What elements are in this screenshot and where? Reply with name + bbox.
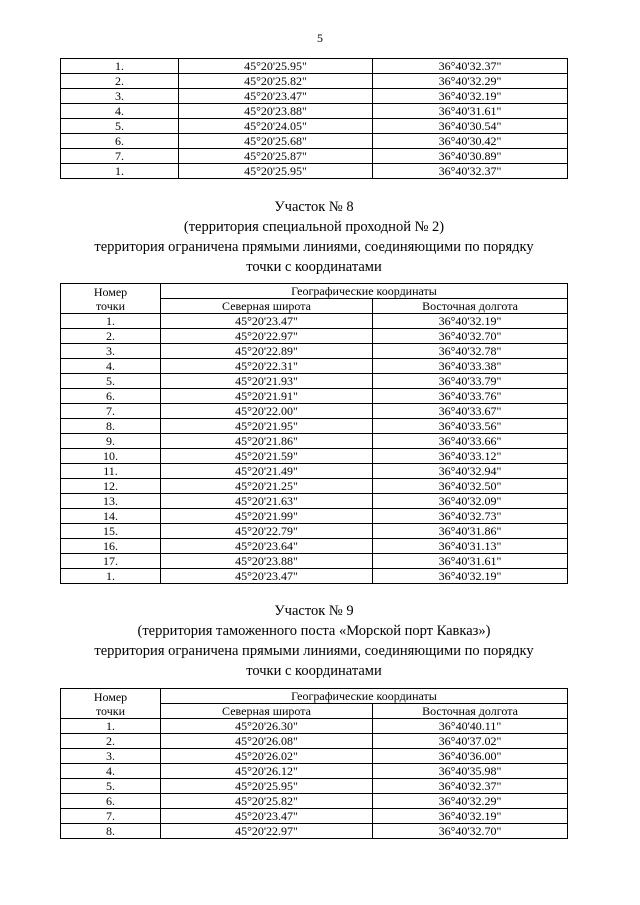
- cell-longitude: 36°40'33.38": [373, 359, 568, 374]
- cell-latitude: 45°20'23.88": [179, 104, 373, 119]
- cell-latitude: 45°20'21.93": [161, 374, 373, 389]
- cell-longitude: 36°40'32.19": [373, 569, 568, 584]
- cell-latitude: 45°20'25.87": [179, 149, 373, 164]
- table-row: [61, 809, 568, 824]
- cell-longitude: 36°40'40.11": [373, 719, 568, 734]
- cell-longitude: 36°40'31.61": [373, 554, 568, 569]
- cell-longitude: 36°40'31.13": [373, 539, 568, 554]
- cell-longitude: 36°40'33.76": [373, 389, 568, 404]
- table-header-row: [61, 689, 568, 704]
- cell-longitude: 36°40'30.54": [373, 119, 568, 134]
- cell-point-number: 7.: [61, 149, 179, 164]
- table-row: [61, 494, 568, 509]
- header-geo-coordinates: Географические координаты: [161, 284, 568, 299]
- cell-latitude: 45°20'21.99": [161, 509, 373, 524]
- cell-latitude: 45°20'25.95": [179, 59, 373, 74]
- cell-latitude: 45°20'24.05": [179, 119, 373, 134]
- cell-longitude: 36°40'32.19": [373, 89, 568, 104]
- cell-point-number: 7.: [61, 404, 161, 419]
- cell-longitude: 36°40'37.02": [373, 734, 568, 749]
- section-description: точки с координатами: [246, 259, 382, 275]
- table-row: [61, 389, 568, 404]
- cell-longitude: 36°40'33.67": [373, 404, 568, 419]
- cell-longitude: 36°40'32.29": [373, 74, 568, 89]
- cell-longitude: 36°40'30.42": [373, 134, 568, 149]
- cell-longitude: 36°40'32.50": [373, 479, 568, 494]
- section-subtitle: (территория таможенного поста «Морской порт Кавказ»): [137, 623, 491, 639]
- cell-point-number: 3.: [61, 749, 161, 764]
- cell-latitude: 45°20'21.86": [161, 434, 373, 449]
- table-row: [61, 314, 568, 329]
- header-geo-coordinates: Географические координаты: [161, 689, 568, 704]
- cell-point-number: 1.: [61, 164, 179, 179]
- cell-longitude: 36°40'32.19": [373, 809, 568, 824]
- cell-latitude: 45°20'23.64": [161, 539, 373, 554]
- table-row: [61, 449, 568, 464]
- table-row: [61, 329, 568, 344]
- table-row: [61, 89, 568, 104]
- cell-latitude: 45°20'25.82": [179, 74, 373, 89]
- cell-point-number: 7.: [61, 809, 161, 824]
- cell-latitude: 45°20'26.08": [161, 734, 373, 749]
- table-row: [61, 824, 568, 839]
- header-longitude: Восточная долгота: [373, 299, 568, 314]
- cell-point-number: 3.: [61, 344, 161, 359]
- cell-latitude: 45°20'26.12": [161, 764, 373, 779]
- cell-point-number: 8.: [61, 419, 161, 434]
- cell-point-number: 5.: [61, 779, 161, 794]
- table-row: [61, 374, 568, 389]
- cell-latitude: 45°20'22.97": [161, 824, 373, 839]
- table-row: [61, 554, 568, 569]
- table-row: [61, 569, 568, 584]
- table-row: [61, 344, 568, 359]
- cell-longitude: 36°40'33.56": [373, 419, 568, 434]
- cell-latitude: 45°20'23.47": [161, 569, 373, 584]
- cell-longitude: 36°40'32.94": [373, 464, 568, 479]
- cell-point-number: 14.: [61, 509, 161, 524]
- section-description: точки с координатами: [246, 663, 382, 679]
- cell-longitude: 36°40'31.61": [373, 104, 568, 119]
- cell-point-number: 3.: [61, 89, 179, 104]
- table-row: [61, 779, 568, 794]
- cell-point-number: 8.: [61, 824, 161, 839]
- cell-latitude: 45°20'21.63": [161, 494, 373, 509]
- table-row: [61, 509, 568, 524]
- cell-point-number: 6.: [61, 134, 179, 149]
- cell-latitude: 45°20'22.79": [161, 524, 373, 539]
- cell-longitude: 36°40'32.70": [373, 329, 568, 344]
- table-row: [61, 524, 568, 539]
- table-body: [61, 59, 568, 179]
- cell-latitude: 45°20'21.59": [161, 449, 373, 464]
- table-row: [61, 464, 568, 479]
- section-description: территория ограничена прямыми линиями, соединяющими по порядку: [94, 239, 534, 255]
- coordinates-table-continued: [60, 58, 568, 179]
- cell-latitude: 45°20'23.47": [179, 89, 373, 104]
- cell-point-number: 13.: [61, 494, 161, 509]
- header-latitude: Северная широта: [161, 299, 373, 314]
- cell-latitude: 45°20'23.47": [161, 314, 373, 329]
- cell-point-number: 10.: [61, 449, 161, 464]
- table-row: [61, 164, 568, 179]
- table-header-row: [61, 284, 568, 299]
- cell-longitude: 36°40'33.79": [373, 374, 568, 389]
- cell-longitude: 36°40'32.19": [373, 314, 568, 329]
- cell-latitude: 45°20'22.89": [161, 344, 373, 359]
- table-body: [61, 719, 568, 839]
- table-row: [61, 539, 568, 554]
- table-row: [61, 74, 568, 89]
- table-row: [61, 719, 568, 734]
- cell-longitude: 36°40'33.12": [373, 449, 568, 464]
- section-9-heading: [60, 601, 568, 681]
- table-row: [61, 119, 568, 134]
- cell-latitude: 45°20'22.31": [161, 359, 373, 374]
- cell-point-number: 12.: [61, 479, 161, 494]
- cell-latitude: 45°20'21.49": [161, 464, 373, 479]
- cell-latitude: 45°20'26.02": [161, 749, 373, 764]
- section-title: Участок № 9: [274, 603, 354, 619]
- cell-latitude: 45°20'21.91": [161, 389, 373, 404]
- cell-latitude: 45°20'26.30": [161, 719, 373, 734]
- cell-longitude: 36°40'32.29": [373, 794, 568, 809]
- table-body: [61, 314, 568, 584]
- cell-point-number: 4.: [61, 764, 161, 779]
- table-row: [61, 404, 568, 419]
- cell-latitude: 45°20'25.95": [161, 779, 373, 794]
- cell-latitude: 45°20'21.95": [161, 419, 373, 434]
- cell-point-number: 2.: [61, 329, 161, 344]
- cell-longitude: 36°40'33.66": [373, 434, 568, 449]
- table-row: [61, 149, 568, 164]
- header-longitude: Восточная долгота: [373, 704, 568, 719]
- cell-latitude: 45°20'22.00": [161, 404, 373, 419]
- header-text: Номер: [93, 689, 128, 704]
- header-text: точки: [95, 703, 126, 718]
- header-text: точки: [95, 298, 126, 313]
- table-row: [61, 134, 568, 149]
- cell-latitude: 45°20'21.25": [161, 479, 373, 494]
- cell-point-number: 2.: [61, 74, 179, 89]
- header-latitude: Северная широта: [161, 704, 373, 719]
- cell-point-number: 4.: [61, 359, 161, 374]
- table-row: [61, 734, 568, 749]
- table-row: [61, 104, 568, 119]
- cell-point-number: 15.: [61, 524, 161, 539]
- table-row: [61, 359, 568, 374]
- cell-point-number: 16.: [61, 539, 161, 554]
- header-point-number: [61, 689, 161, 719]
- table-row: [61, 419, 568, 434]
- cell-point-number: 2.: [61, 734, 161, 749]
- cell-point-number: 4.: [61, 104, 179, 119]
- cell-point-number: 9.: [61, 434, 161, 449]
- cell-longitude: 36°40'32.70": [373, 824, 568, 839]
- page-number: 5: [317, 31, 323, 45]
- header-point-number: [61, 284, 161, 314]
- cell-latitude: 45°20'25.95": [179, 164, 373, 179]
- cell-longitude: 36°40'32.37": [373, 164, 568, 179]
- cell-latitude: 45°20'25.82": [161, 794, 373, 809]
- cell-point-number: 1.: [61, 314, 161, 329]
- cell-point-number: 1.: [61, 719, 161, 734]
- cell-longitude: 36°40'32.37": [373, 779, 568, 794]
- section-subtitle: (территория специальной проходной № 2): [183, 219, 445, 235]
- cell-longitude: 36°40'31.86": [373, 524, 568, 539]
- section-8-heading: [60, 197, 568, 277]
- cell-point-number: 6.: [61, 389, 161, 404]
- section-8-coordinates-table: [60, 283, 568, 584]
- table-row: [61, 764, 568, 779]
- section-description: территория ограничена прямыми линиями, соединяющими по порядку: [94, 643, 534, 659]
- cell-latitude: 45°20'22.97": [161, 329, 373, 344]
- cell-longitude: 36°40'35.98": [373, 764, 568, 779]
- table-row: [61, 434, 568, 449]
- table-row: [61, 59, 568, 74]
- cell-latitude: 45°20'23.88": [161, 554, 373, 569]
- cell-point-number: 11.: [61, 464, 161, 479]
- section-title: Участок № 8: [274, 199, 354, 215]
- cell-latitude: 45°20'25.68": [179, 134, 373, 149]
- header-text: Номер: [93, 284, 128, 299]
- cell-longitude: 36°40'30.89": [373, 149, 568, 164]
- cell-longitude: 36°40'32.78": [373, 344, 568, 359]
- cell-point-number: 17.: [61, 554, 161, 569]
- table-row: [61, 479, 568, 494]
- cell-point-number: 5.: [61, 119, 179, 134]
- cell-longitude: 36°40'32.73": [373, 509, 568, 524]
- cell-latitude: 45°20'23.47": [161, 809, 373, 824]
- cell-point-number: 6.: [61, 794, 161, 809]
- cell-longitude: 36°40'36.00": [373, 749, 568, 764]
- section-9-coordinates-table: [60, 688, 568, 839]
- cell-point-number: 1.: [61, 59, 179, 74]
- cell-longitude: 36°40'32.09": [373, 494, 568, 509]
- table-row: [61, 794, 568, 809]
- cell-point-number: 5.: [61, 374, 161, 389]
- cell-longitude: 36°40'32.37": [373, 59, 568, 74]
- table-row: [61, 749, 568, 764]
- cell-point-number: 1.: [61, 569, 161, 584]
